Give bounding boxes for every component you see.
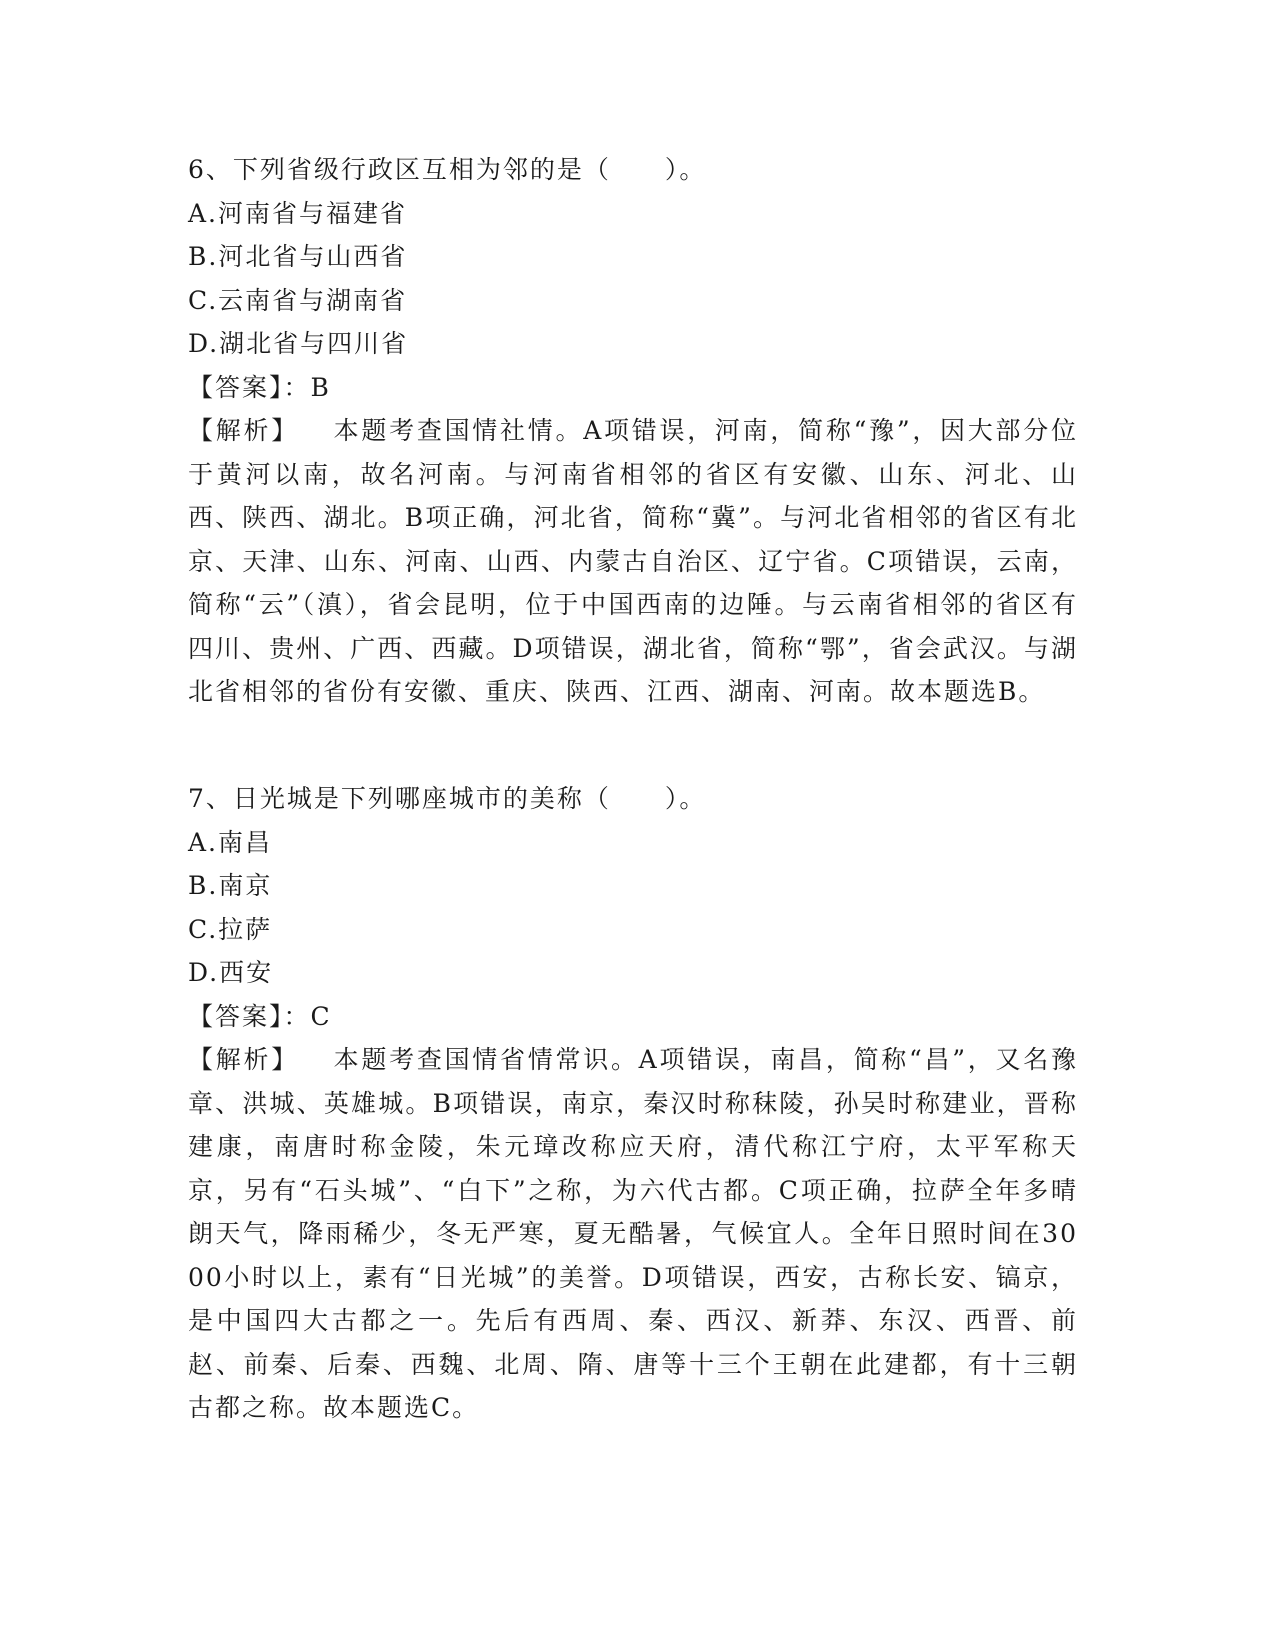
option-b: B.河北省与山西省	[188, 242, 408, 271]
explanation-text: 本题考查国情省情常识。A项错误，南昌，简称“昌”，又名豫章、洪城、英雄城。B项错误，南京，秦汉时称秣陵，孙吴时称建业，晋称建康，南唐时称金陵，朱元璋改称应天府，清代称江宁府，太平军称天京，另有“石头城”、“白下”之称，为六代古都。C项正确，拉萨全年多晴朗天气，降雨稀少，冬无严寒，夏无酷暑，气候宜人。全年日照时间在3000小时以上，素有“日光城”的美誉。D项错误，西安，古称长安、镐京，是中国四大古都之一。先后有西周、秦、西汉、新莽、东汉、西晋、前赵、前秦、后秦、西魏、北周、隋、唐等十三个王朝在此建都，有十三朝古都之称。故本题选C。	[188, 1045, 1078, 1422]
option-b: B.南京	[188, 871, 273, 900]
option-c: C.拉萨	[188, 914, 273, 944]
option-a: A.南昌	[188, 827, 273, 857]
question-7	[188, 777, 1078, 1430]
explanation-paragraph	[188, 1038, 1078, 1430]
question-6	[188, 148, 1078, 714]
explanation-label: 【解析】	[188, 1045, 299, 1074]
option-a: A.河南省与福建省	[188, 198, 408, 228]
answer-line: 【答案】：C	[188, 1001, 332, 1031]
option-d: D.西安	[188, 958, 274, 987]
explanation-text: 本题考查国情社情。A项错误，河南，简称“豫”，因大部分位于黄河以南，故名河南。与河南省相邻的省区有安徽、山东、河北、山西、陕西、湖北。B项正确，河北省，简称“冀”。与河北省相邻的省区有北京、天津、山东、河南、山西、内蒙古自治区、辽宁省。C项错误，云南，简称“云”（滇），省会昆明，位于中国西南的边陲。与云南省相邻的省区有四川、贵州、广西、西藏。D项错误，湖北省，简称“鄂”，省会武汉。与湖北省相邻的省份有安徽、重庆、陕西、江西、湖南、河南。故本题选B。	[188, 416, 1078, 706]
question-stem: 6、下列省级行政区互相为邻的是（ ）。	[188, 155, 707, 184]
option-c: C.云南省与湖南省	[188, 285, 408, 315]
question-stem: 7、日光城是下列哪座城市的美称（ ）。	[188, 784, 707, 813]
option-d: D.湖北省与四川省	[188, 329, 409, 358]
explanation-label: 【解析】	[188, 416, 299, 445]
explanation-paragraph	[188, 409, 1078, 714]
answer-line: 【答案】：B	[188, 372, 331, 402]
